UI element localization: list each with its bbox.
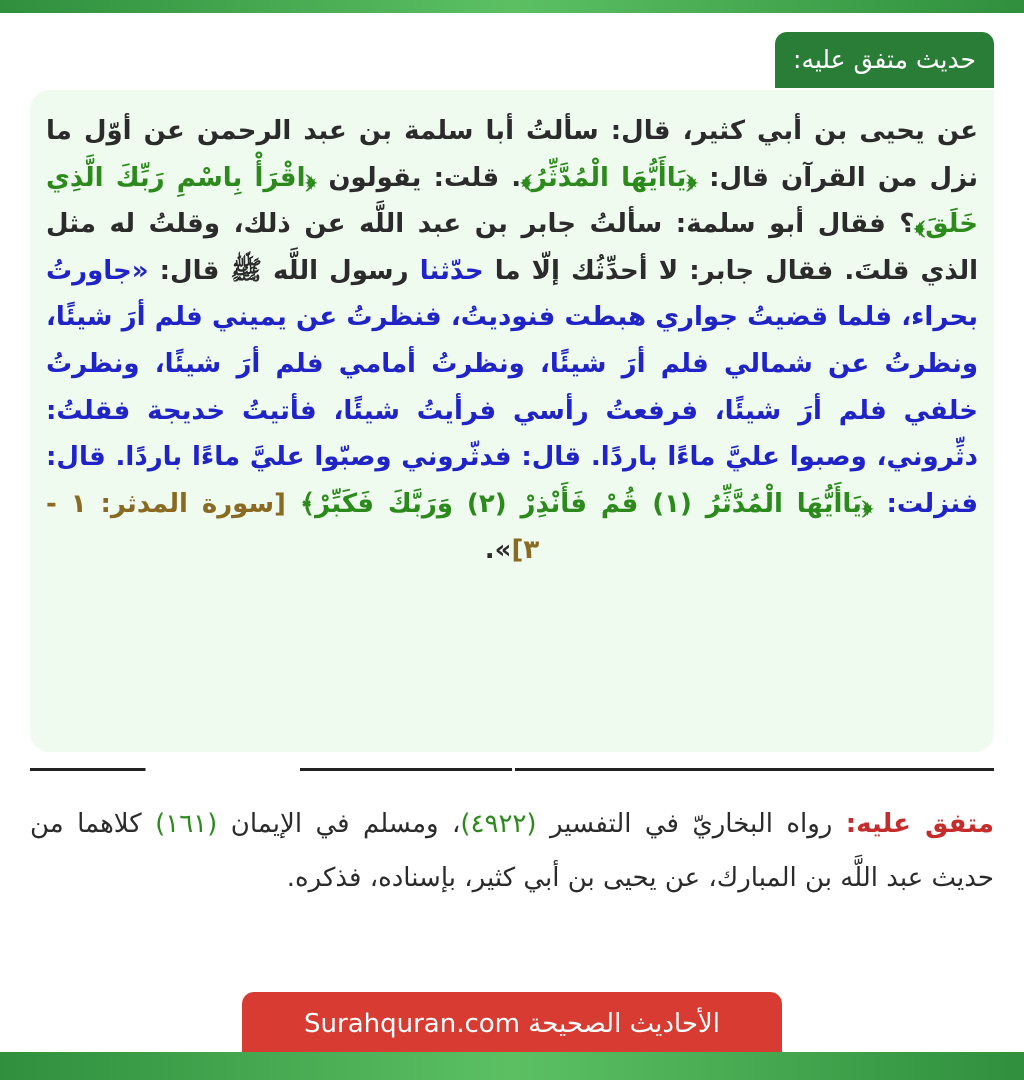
quran-verse-2: ﴿اقْرَأْ بِاسْمِ رَبِّكَ الَّذِي خَلَقَ﴾ xyxy=(46,162,978,240)
takhrij-part-1: رواه البخاريّ في التفسير xyxy=(536,809,846,839)
takhrij-label: متفق عليه: xyxy=(845,809,994,839)
bukhari-number: (٤٩٢٢) xyxy=(460,809,537,839)
prophet-speech-1: حدّثنا xyxy=(419,255,484,286)
bottom-decor-bar xyxy=(0,1052,1024,1080)
hadith-narration-1: عن يحيى بن أبي كثير، قال: سألتُ أبا سلمة بن عبد الرحمن عن أوّل ما نزل من القرآن قال: xyxy=(46,116,979,193)
quran-verse-1: ﴿يَاأَيُّهَا الْمُدَّثِّرُ﴾ xyxy=(521,162,697,193)
quran-verse-3: ﴿يَاأَيُّهَا الْمُدَّثِّرُ (١) قُمْ فَأَنْذِرْ (٢) وَرَبَّكَ فَكَبِّرْ﴾ xyxy=(299,488,873,519)
hadith-narration-2: . قلت: يقولون xyxy=(316,162,522,193)
hadith-text xyxy=(46,108,978,574)
hadith-narration-4: رسول اللَّه ﷺ قال: xyxy=(148,255,420,286)
hadith-narration-3: ؟ فقال أبو سلمة: سألتُ جابر بن عبد اللَّه عن ذلك، وقلتُ له مثل الذي قلتَ. فقال جابر: لا أحدِّثُك إلّا ما xyxy=(46,209,978,286)
hadith-type-title: حديث متفق عليه: xyxy=(775,32,994,88)
takhrij-part-3: كلاهما من حديث عبد اللَّه بن المبارك، عن يحيى بن أبي كثير، بإسناده، فذكره. xyxy=(30,809,994,893)
site-footer-badge[interactable]: الأحاديث الصحيحة Surahquran.com xyxy=(242,992,782,1052)
separator-line xyxy=(30,768,994,771)
prophet-speech-2: «جاورتُ بحراء، فلما قضيتُ جواري هبطت فنوديتُ، فنظرتُ عن يميني فلم أرَ شيئًا، ونظرتُ عن شمالي فلم أرَ شيئًا، ونظرتُ أمامي فلم أرَ شيئًا، ونظرتُ خلفي فلم أرَ شيئًا، فرفعتُ رأسي فرأيتُ شيئًا، فأتيتُ خديجة فقلتُ: دثِّروني، وصبوا عليَّ ماءًا باردًا. قال: فدثّروني وصبّوا عليَّ ماءًا باردًا. قال: فنزلت: xyxy=(46,255,978,519)
surah-reference: [سورة المدثر: ١ - ٣] xyxy=(46,488,540,566)
hadith-closing: ». xyxy=(484,535,512,566)
muslim-number: (١٦١) xyxy=(155,809,218,839)
hadith-text-box xyxy=(30,90,994,752)
takhrij-part-2: ، ومسلم في الإيمان xyxy=(217,809,461,839)
takhrij-text xyxy=(30,797,994,905)
top-decor-bar xyxy=(0,0,1024,13)
